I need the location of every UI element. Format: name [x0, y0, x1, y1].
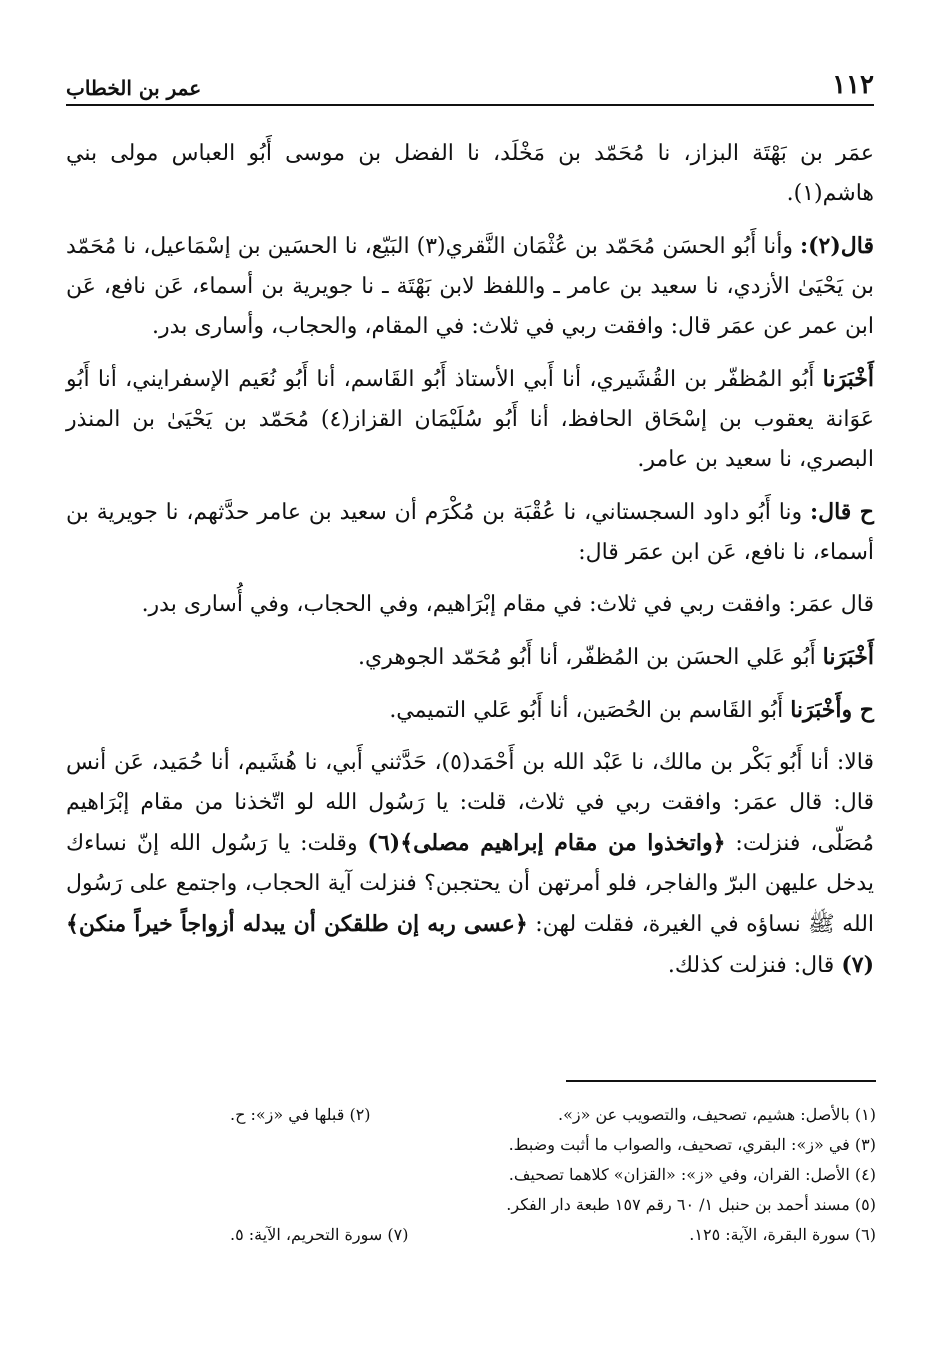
paragraph-7	[66, 690, 874, 731]
paragraph-3	[66, 359, 874, 480]
paragraph-2-text: وأنا أَبُو الحسَن مُحَمّد بن عُثْمَان النَّقري(٣) البَيّع، نا الحسَين بن إسْمَاعيل، نا مُحَمّد بن يَحْيَىٰ الأزدي، نا سعيد بن عامر ـ واللفظ لابن بَهْتَة ـ نا جويرية بن أسماء، عَن نافع، عَن ابن عمر عن عمَر قال: وافقت ربي في ثلاث: في المقام، والحجاب، وأسارى بدر.	[66, 234, 874, 339]
footnote-4: (٤) الأصل: القران، وفي «ز»: «القزان» كلاهما تصحيف.	[508, 1165, 876, 1184]
header-rule	[66, 104, 874, 106]
paragraph-6-text: أَبُو عَلي الحسَن بن المُظفّر، أنا أَبُو مُحَمّد الجوهري.	[358, 645, 823, 670]
footnote-row-6	[230, 1220, 876, 1250]
paragraph-2-lead: قال(٢):	[800, 233, 874, 259]
paragraph-4-text: ونا أَبُو داود السجستاني، نا عُقْبَة بن مُكْرَم أن سعيد بن عامر حدَّثهم، نا جويرية بن أسماء، نا نافع، عَن ابن عمَر قال:	[66, 500, 874, 565]
footnote-5: (٥) مسند أحمد بن حنبل ١/ ٦٠ رقم ١٥٧ طبعة دار الفكر.	[506, 1195, 876, 1214]
paragraph-3-lead: أَخْبَرَنا	[822, 366, 874, 392]
paragraph-4-lead: ح قال:	[809, 499, 875, 525]
quran-quote-1: ﴿واتخذوا من مقام إبراهيم مصلى﴾(٦)	[367, 830, 726, 856]
footnote-separator	[566, 1080, 876, 1082]
paragraph-6-lead: أَخْبَرَنا	[822, 644, 874, 670]
footnotes	[230, 1100, 876, 1250]
page-header	[66, 58, 874, 106]
paragraph-5: قال عمَر: وافقت ربي في ثلاث: في مقام إبْرَاهيم، وفي الحجاب، وفي أُسارى بدر.	[141, 592, 874, 617]
quran-quote-2: ﴿عسى ربه إن طلقكن أن يبدله أزواجاً خيراً منكن﴾(٧)	[66, 911, 874, 978]
footnote-row-1	[230, 1100, 876, 1130]
paragraph-7-lead: ح وأَخْبَرَنا	[790, 697, 874, 723]
paragraph-8	[66, 743, 874, 986]
main-text	[66, 134, 874, 998]
paragraph-4	[66, 492, 874, 573]
paragraph-3-text: أَبُو المُظفّر بن القُشَيري، أنا أَبي الأستاذ أَبُو القَاسم، أنا أَبُو نُعَيم الإسفرايني، أنا أَبُو عَوَانة يعقوب بن إسْحَاق الحافظ، أنا أَبُو سُلَيْمَان القزاز(٤) مُحَمّد بن يَحْيَىٰ بن المنذر البصري، نا سعيد بن عامر.	[66, 367, 874, 472]
paragraph-2	[66, 226, 874, 347]
paragraph-8-text-b: وقلت: يا رَسُول الله إنّ نساءك يدخل عليهن البرّ والفاجر، فلو أمرتهن أن يحتجبن؟ فنزلت آية الحجاب، واجتمع على رَسُول الله ﷺ نساؤه في الغيرة، فقلت لهن:	[66, 831, 875, 937]
paragraph-8-text-a: قالا: أنا أَبُو بَكْر بن مالك، نا عَبْد الله بن أَحْمَد(٥)، حَدَّثني أَبي، نا هُشَيم، أنا حُمَيد، عَن أنس قال: قال عمَر: وافقت ربي في ثلاث، قلت: يا رَسُول الله لو اتّخذنا من مقام إبْرَاهيم مُصَلّى، فنزلت:	[66, 750, 875, 856]
footnote-6: (٦) سورة البقرة، الآية: ١٢٥.	[689, 1225, 876, 1244]
page-number: ١١٢	[832, 70, 874, 100]
paragraph-8-text-c: قال: فنزلت كذلك.	[667, 953, 842, 978]
paragraph-1: عمَر بن بَهْتَة البزاز، نا مُحَمّد بن مَخْلَد، نا الفضل بن موسى أَبُو العباس مولى بني هاشم(١).	[66, 141, 874, 206]
paragraph-6	[66, 637, 874, 678]
footnote-3: (٣) في «ز»: البقري، تصحيف، والصواب ما أثبت وضبط.	[508, 1135, 876, 1154]
footnote-2: (٢) قبلها في «ز»: ح.	[230, 1105, 371, 1124]
paragraph-7-text: أَبُو القَاسم بن الحُصَين، أنا أَبُو عَلي التميمي.	[389, 698, 791, 723]
running-title: عمر بن الخطاب	[66, 76, 202, 100]
footnote-7: (٧) سورة التحريم، الآية: ٥.	[230, 1225, 409, 1244]
footnote-1: (١) بالأصل: هشيم، تصحيف، والتصويب عن «ز».	[557, 1105, 876, 1124]
